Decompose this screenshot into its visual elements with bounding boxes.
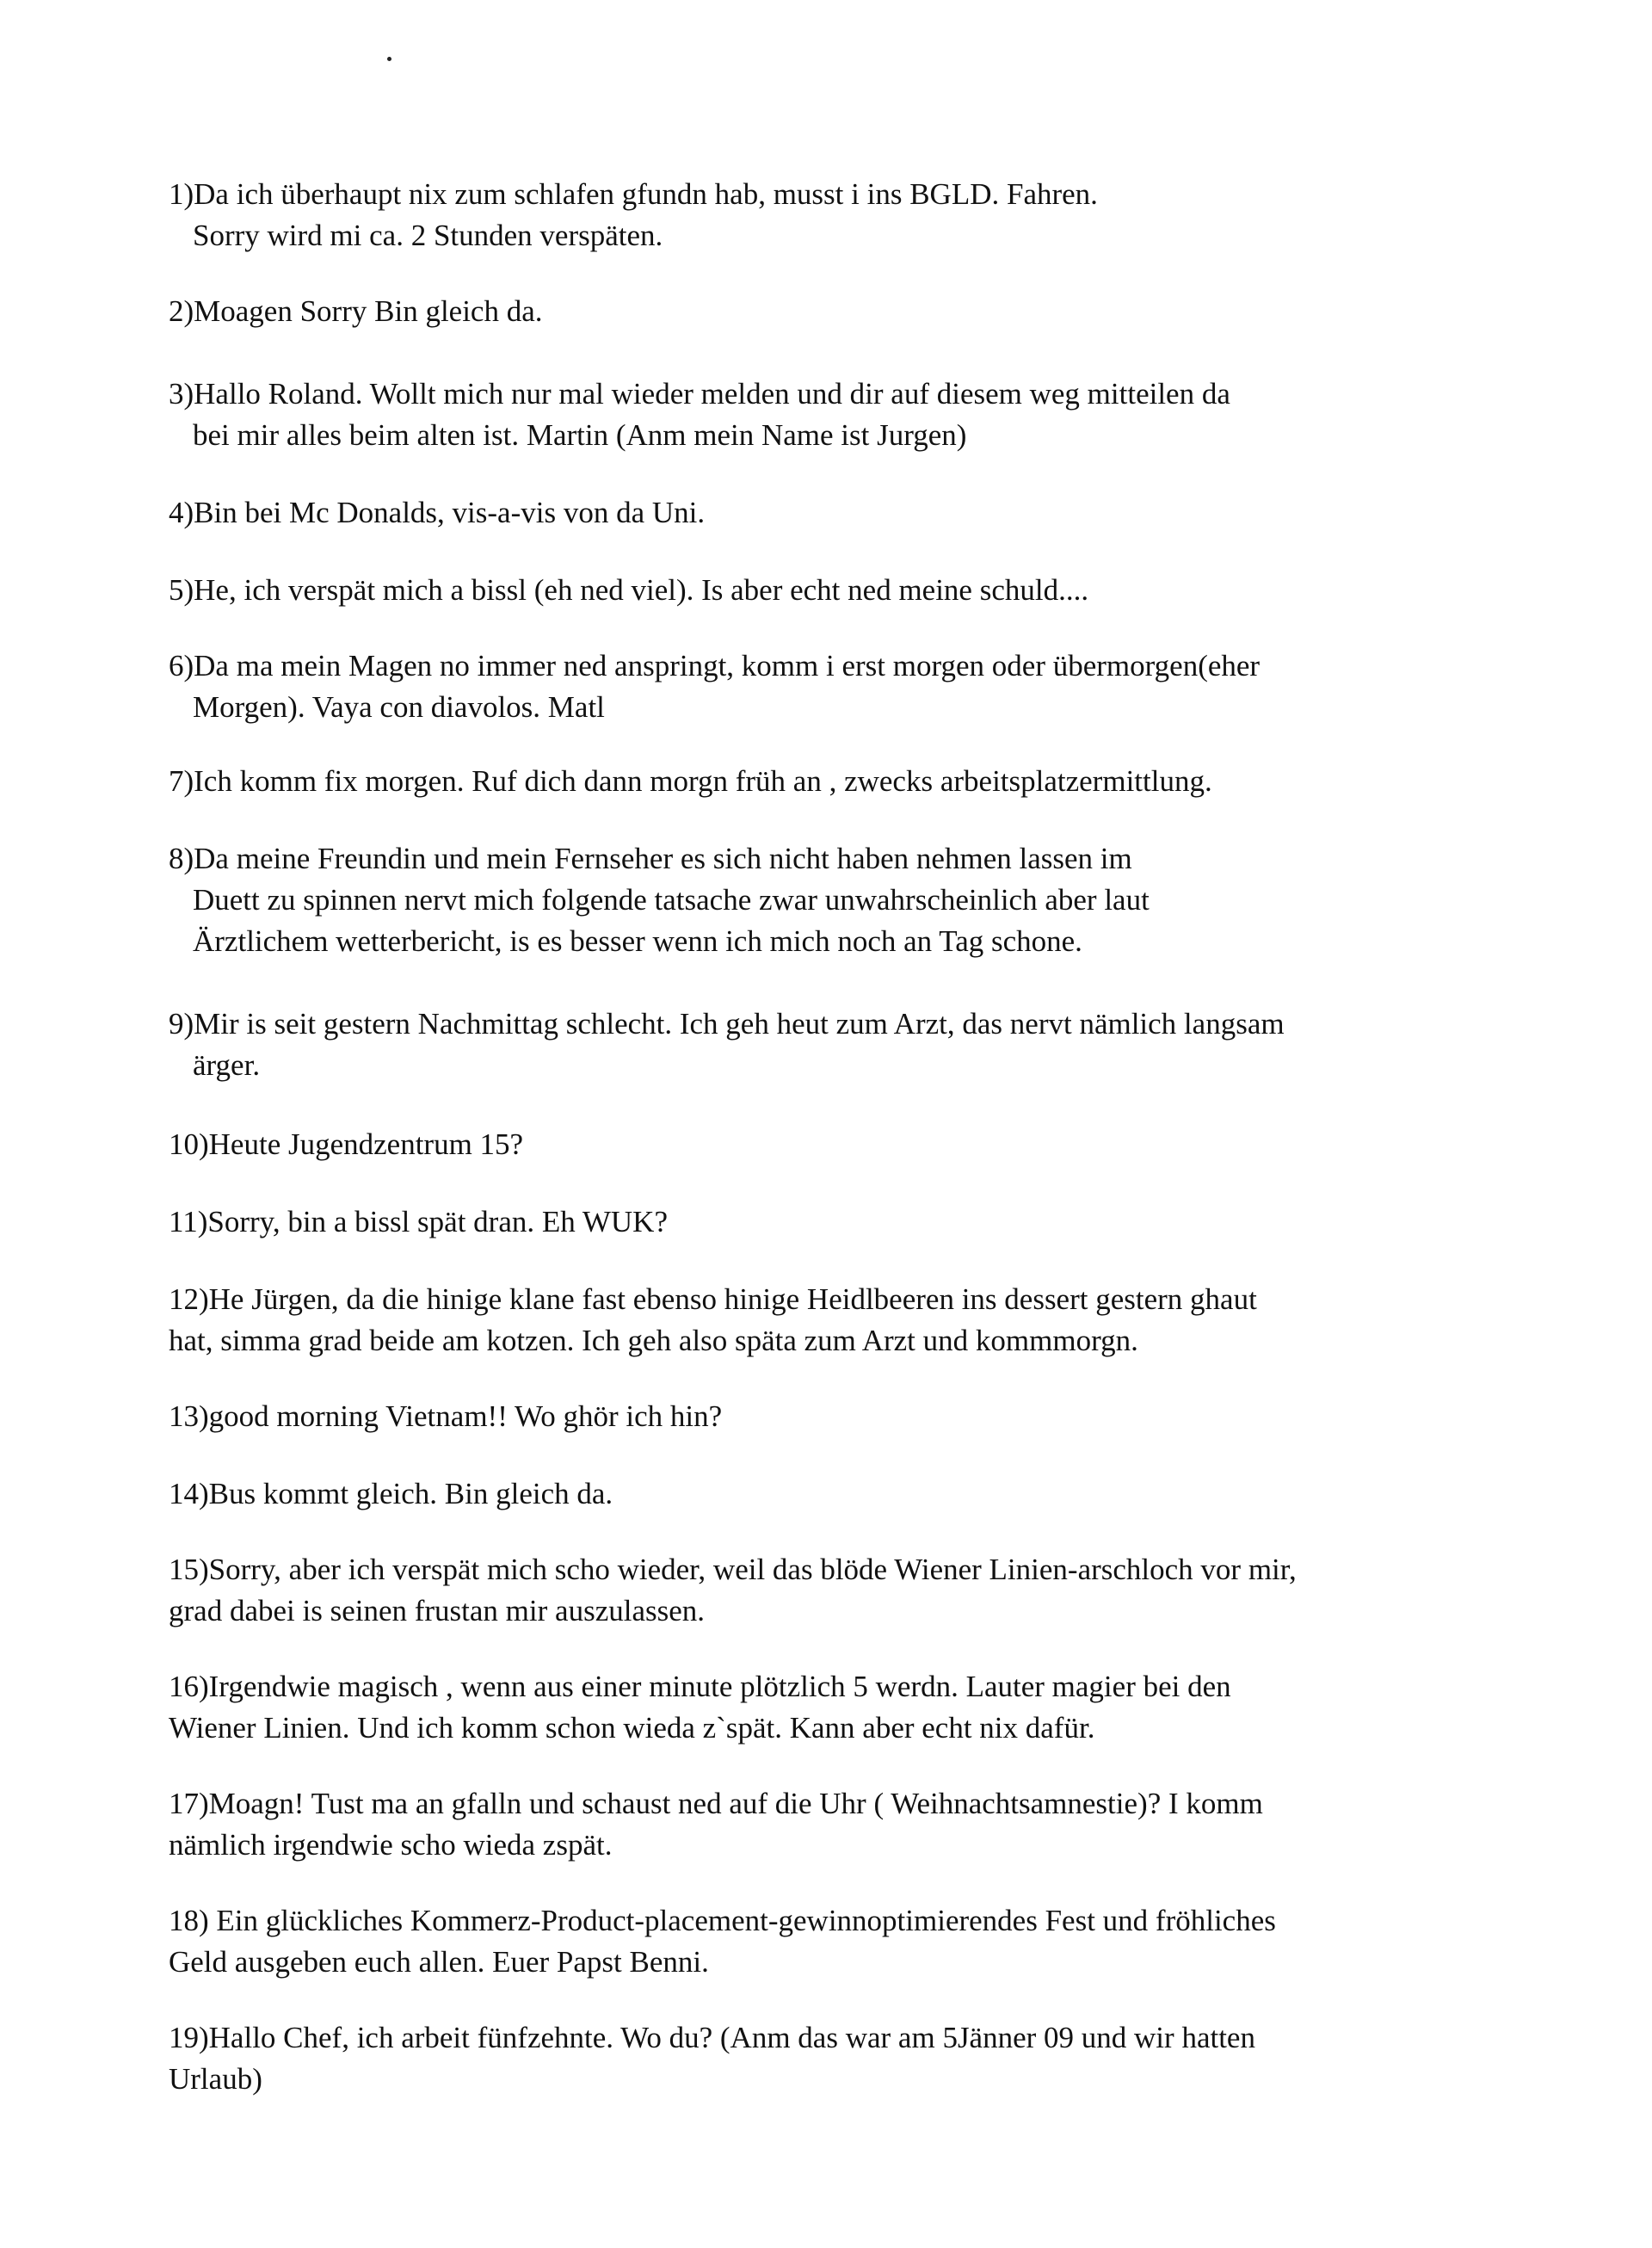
entry-line: 2)Moagen Sorry Bin gleich da. (169, 294, 543, 328)
message-entry (169, 1004, 1511, 1086)
entry-line: 6)Da ma mein Magen no immer ned anspringt, komm i erst morgen oder übermorgen(eher (169, 649, 1261, 682)
message-entry (169, 1124, 1511, 1165)
entry-line: 5)He, ich verspät mich a bissl (eh ned viel). Is aber echt ned meine schuld.... (169, 573, 1089, 607)
entry-line: 7)Ich komm fix morgen. Ruf dich dann morgn früh an , zwecks arbeitsplatzermittlung. (169, 764, 1212, 798)
entry-line: 8)Da meine Freundin und mein Fernseher es sich nicht haben nehmen lassen im (169, 842, 1132, 875)
message-entry (169, 1201, 1511, 1243)
entry-line: 3)Hallo Roland. Wollt mich nur mal wieder melden und dir auf diesem weg mitteilen da (169, 377, 1230, 411)
message-entry (169, 1473, 1511, 1515)
message-entry (169, 2017, 1511, 2100)
entry-line: 4)Bin bei Mc Donalds, vis-a-vis von da Uni. (169, 496, 706, 529)
entry-line: Ärztlichem wetterbericht, is es besser wenn ich mich noch an Tag schone. (193, 924, 1082, 958)
message-entry (169, 1900, 1511, 1983)
message-entry (169, 174, 1511, 256)
message-entry (169, 570, 1511, 611)
entry-line: 10)Heute Jugendzentrum 15? (169, 1127, 524, 1161)
entry-line: 1)Da ich überhaupt nix zum schlafen gfundn hab, musst i ins BGLD. Fahren. (169, 177, 1098, 211)
message-entry (169, 1549, 1511, 1632)
message-entry (169, 1783, 1511, 1866)
entry-line: bei mir alles beim alten ist. Martin (Anm mein Name ist Jurgen) (193, 418, 967, 452)
scan-speck (387, 57, 391, 61)
entry-line: 14)Bus kommt gleich. Bin gleich da. (169, 1477, 613, 1510)
entry-line: Morgen). Vaya con diavolos. Matl (193, 690, 605, 724)
message-entry (169, 492, 1511, 534)
entry-line: Sorry wird mi ca. 2 Stunden verspäten. (193, 219, 663, 252)
entry-line: ärger. (193, 1048, 261, 1082)
entry-line: 12)He Jürgen, da die hinige klane fast ebenso hinige Heidlbeeren ins dessert gestern ghaut (169, 1282, 1257, 1316)
entry-line: grad dabei is seinen frustan mir auszulassen. (169, 1594, 706, 1627)
message-entry (169, 1666, 1511, 1749)
entry-line: Urlaub) (169, 2062, 262, 2096)
entry-line: Geld ausgeben euch allen. Euer Papst Benni. (169, 1945, 709, 1979)
message-entry (169, 291, 1511, 332)
message-entry (169, 645, 1511, 728)
message-entry (169, 1396, 1511, 1437)
entry-line: hat, simma grad beide am kotzen. Ich geh also späta zum Arzt und kommmorgn. (169, 1324, 1138, 1357)
entry-line: 13)good morning Vietnam!! Wo ghör ich hin? (169, 1399, 723, 1433)
message-entry (169, 374, 1511, 456)
entry-line: 9)Mir is seit gestern Nachmittag schlecht. Ich geh heut zum Arzt, das nervt nämlich langsam (169, 1007, 1285, 1041)
entry-line: 17)Moagn! Tust ma an gfalln und schaust ned auf die Uhr ( Weihnachtsamnestie)? I komm (169, 1787, 1263, 1820)
entry-line: Duett zu spinnen nervt mich folgende tatsache zwar unwahrscheinlich aber laut (193, 883, 1150, 917)
message-entry (169, 838, 1511, 962)
entry-line: 16)Irgendwie magisch , wenn aus einer minute plötzlich 5 werdn. Lauter magier bei den (169, 1670, 1231, 1703)
message-entry (169, 761, 1511, 802)
entry-line: 11)Sorry, bin a bissl spät dran. Eh WUK? (169, 1205, 668, 1238)
entry-line: nämlich irgendwie scho wieda zspät. (169, 1828, 613, 1862)
entry-line: 19)Hallo Chef, ich arbeit fünfzehnte. Wo du? (Anm das war am 5Jänner 09 und wir hatten (169, 2021, 1255, 2054)
message-entry (169, 1279, 1511, 1362)
entry-line: Wiener Linien. Und ich komm schon wieda z`spät. Kann aber echt nix dafür. (169, 1711, 1095, 1745)
entry-line: 18) Ein glückliches Kommerz-Product-placement-gewinnoptimierendes Fest und fröhliches (169, 1904, 1276, 1937)
entry-line: 15)Sorry, aber ich verspät mich scho wieder, weil das blöde Wiener Linien-arschloch vor mir, (169, 1553, 1297, 1586)
